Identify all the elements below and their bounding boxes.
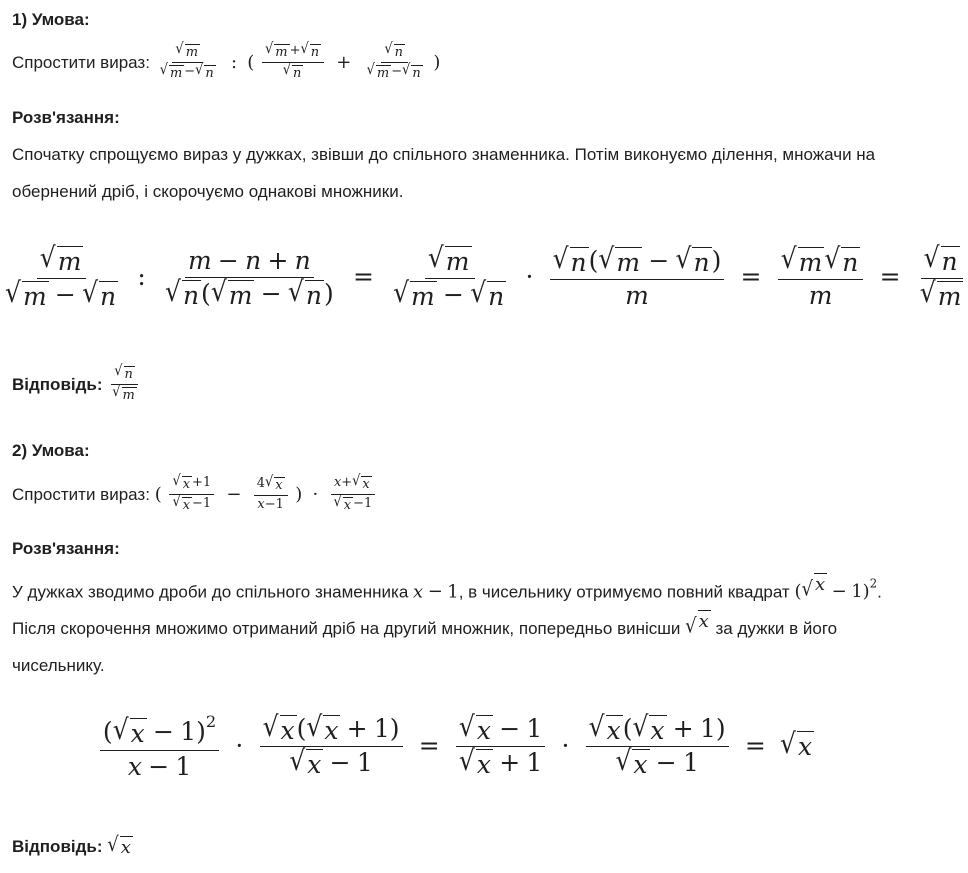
problem-2-solution-heading: Розв'язання: bbox=[12, 539, 120, 558]
problem-1-heading: 1) Умова: bbox=[12, 10, 90, 29]
fraction: √ m √ m − √ n bbox=[5, 241, 117, 311]
problem-1-solution-heading: Розв'язання: bbox=[12, 108, 120, 127]
fraction: √ x +1 √ x −1 bbox=[169, 476, 214, 514]
fraction: x+ √ x √ x −1 bbox=[331, 476, 376, 514]
fraction: √ n √ m bbox=[109, 366, 140, 404]
fraction: 4 √ x x−1 bbox=[254, 477, 288, 513]
problem-1-derivation: √ m √ m − √ n : m − n + n √ n ( √ m − √ n ) = √ m √ m − √ n · √ n ( √ m − √ n ) m = √ m √ n m = √ n √ m bbox=[0, 246, 912, 312]
problem-2-answer: Відповідь: √ x bbox=[12, 833, 131, 858]
problem-2-heading: 2) Умова: bbox=[12, 441, 90, 460]
problem-1-answer-label: Відповідь: bbox=[12, 374, 103, 394]
fraction: √ x ( √ x + 1) √ x − 1 bbox=[586, 715, 729, 781]
fraction: √ n √ m − √ n bbox=[366, 40, 421, 81]
problem-2-answer-label: Відповідь: bbox=[12, 837, 103, 856]
problem-1-expression: √ m √ m − √ n : ( √ m + √ n √ n + √ n √ m − √ n ) bbox=[155, 52, 441, 73]
problem-2-task-label: Спростити вираз: bbox=[12, 484, 150, 504]
fraction: √ m √ m − √ n bbox=[159, 40, 214, 81]
fraction: √ m + √ n √ n bbox=[262, 44, 324, 82]
fraction: √ m √ n m bbox=[778, 247, 864, 311]
problem-1-answer bbox=[12, 362, 142, 404]
problem-1-task bbox=[12, 40, 441, 82]
problem-2-task bbox=[12, 472, 377, 514]
fraction: m − n + n √ n ( √ m − √ n ) bbox=[165, 246, 334, 310]
fraction: ( √ x − 1)$^2$ x − 1 bbox=[100, 713, 219, 782]
fraction: √ m √ m − √ n bbox=[393, 241, 505, 311]
problem-2-derivation: ( √ x − 1)$^2$ x − 1 · √ x ( √ x + 1) √ x − 1 = √ x − 1 √ x + 1 · √ x ( √ x + 1) √ x − 1 = √ x bbox=[0, 713, 912, 782]
problem-1-task-label: Спростити вираз: bbox=[12, 52, 150, 72]
fraction: √ x − 1 √ x + 1 bbox=[456, 715, 545, 781]
problem-2-expression: ( √ x +1 √ x −1 − 4 √ x x−1 ) · x+ √ x √ x −1 bbox=[155, 484, 378, 505]
problem-1-solution-text: Спочатку спрощуємо вираз у дужках, звівши до спільного знаменника. Потім виконуємо ділення, множачи на обернений дріб, і скорочуємо однакові множники. bbox=[12, 145, 876, 201]
fraction: √ n ( √ m − √ n ) m bbox=[550, 247, 725, 311]
fraction: √ x ( √ x + 1) √ x − 1 bbox=[260, 715, 403, 781]
fraction: √ n √ m bbox=[919, 241, 962, 311]
problem-2-solution-text: У дужках зводимо дроби до спільного знаменника x − 1, в чисельнику отримуємо повний квадрат ( √ x − 1)$^2$. Після скорочення множимо отриманий дріб на другий множник, попередньо винісши √ x за дужки в його чисельнику. bbox=[12, 574, 882, 676]
